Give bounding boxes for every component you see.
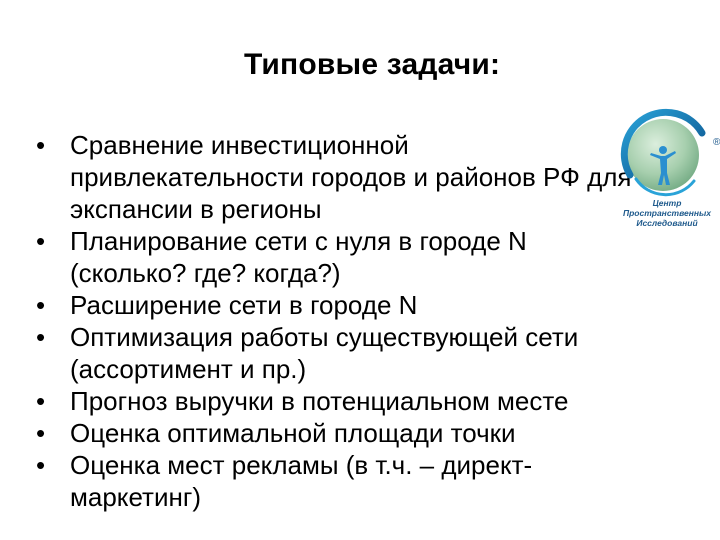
- task-item-line: Планирование сети с нуля в городе N: [70, 226, 527, 256]
- task-item-revenue-forecast: [0, 385, 720, 417]
- bullet-icon: •: [36, 418, 46, 448]
- task-item-advertising: [0, 449, 720, 513]
- logo-caption-line: Пространственных: [622, 208, 712, 218]
- bullet-icon: •: [36, 226, 46, 256]
- bullet-icon: •: [36, 322, 46, 352]
- task-item-line: Оценка оптимальной площади точки: [70, 418, 516, 448]
- task-item-line: (ассортимент и пр.): [70, 354, 307, 384]
- task-item-line: (сколько? где? когда?): [70, 258, 341, 288]
- task-item-line: Сравнение инвестиционной: [70, 130, 409, 160]
- task-item-area-estimation: [0, 417, 720, 449]
- slide-title: Типовые задачи:: [244, 48, 501, 81]
- bullet-icon: •: [36, 290, 46, 320]
- registered-mark-icon: ®: [713, 137, 720, 148]
- task-item-line: Прогноз выручки в потенциальном месте: [70, 386, 569, 416]
- logo-caption: [614, 198, 720, 228]
- bullet-icon: •: [36, 130, 46, 160]
- task-item-comparison: [0, 129, 720, 225]
- bullet-icon: •: [36, 386, 46, 416]
- globe-person-logo-icon: [614, 103, 720, 199]
- task-item-network-planning: [0, 225, 720, 289]
- task-item-network-expansion: [0, 289, 720, 321]
- bullet-icon: •: [36, 450, 46, 480]
- logo-caption-line: Исследований: [636, 218, 698, 228]
- company-logo: [614, 103, 720, 233]
- task-item-line: привлекательности городов и районов РФ для: [70, 162, 632, 192]
- task-item-line: экспансии в регионы: [70, 194, 322, 224]
- task-item-line: Оптимизация работы существующей сети: [70, 322, 579, 352]
- logo-caption-line: Центр: [652, 198, 682, 208]
- task-item-network-optimization: [0, 321, 720, 385]
- task-item-line: маркетинг): [70, 482, 201, 512]
- task-list: [0, 129, 720, 513]
- task-item-line: Оценка мест рекламы (в т.ч. – директ-: [70, 450, 533, 480]
- task-item-line: Расширение сети в городе N: [70, 290, 418, 320]
